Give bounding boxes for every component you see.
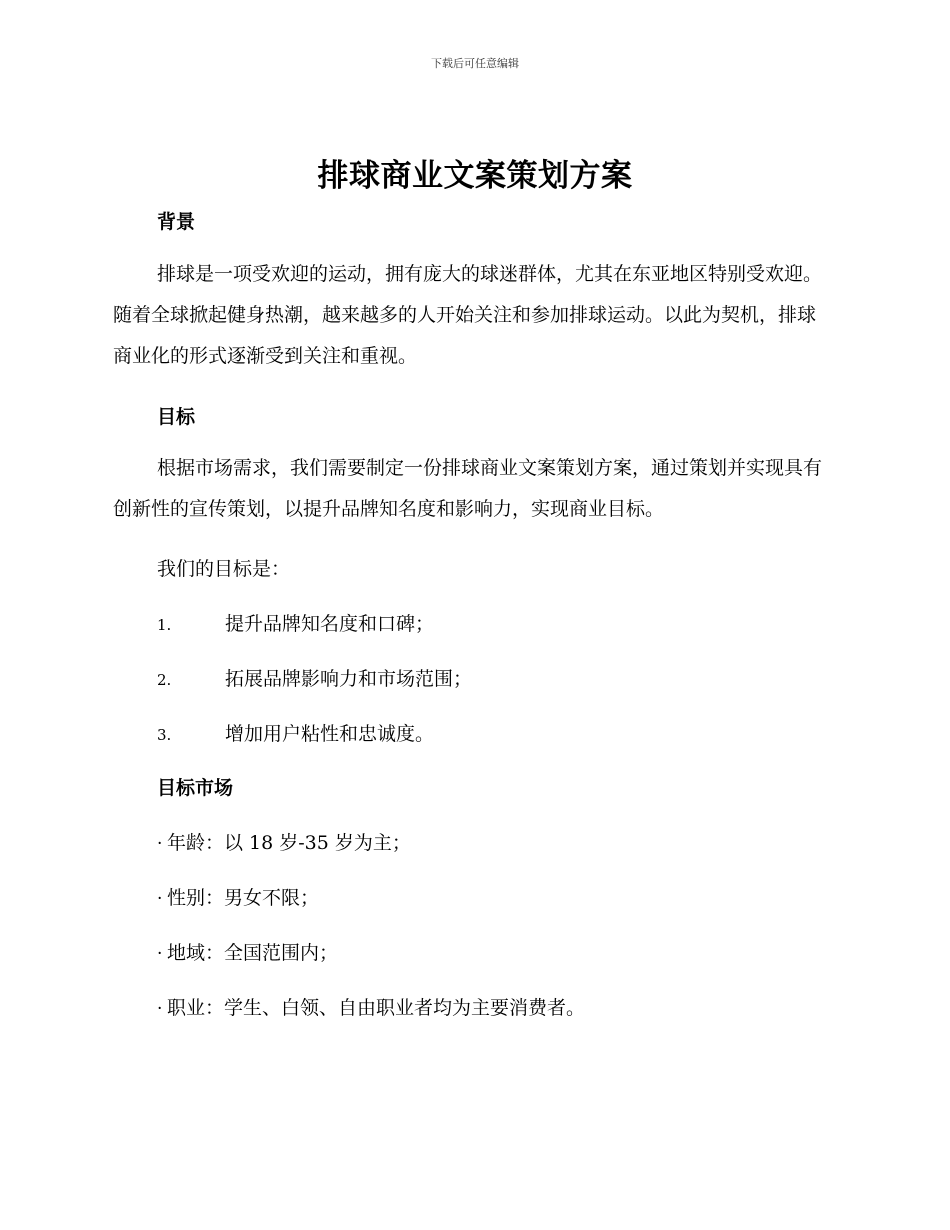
section-heading-goals: 目标	[157, 406, 196, 428]
section-heading-background: 背景	[157, 211, 196, 233]
header-note: 下载后可任意编辑	[431, 57, 519, 70]
goal-list-item	[157, 609, 434, 636]
background-paragraph: 排球是一项受欢迎的运动，拥有庞大的球迷群体，尤其在东亚地区特别受欢迎。随着全球掀起健身热潮，越来越多的人开始关注和参加排球运动。以此为契机，排球商业化的形式逐渐受到关注和重视。	[113, 263, 823, 367]
bullet-text: 性别：男女不限；	[167, 887, 320, 909]
bullet-dot: ·	[157, 889, 163, 909]
bullet-text: 年龄：以 18 岁-35 岁为主；	[167, 832, 411, 854]
market-bullet-item	[157, 883, 319, 910]
list-number: 2.	[157, 671, 172, 689]
goal-list-item	[157, 719, 434, 746]
list-item-text: 增加用户粘性和忠诚度。	[225, 723, 435, 745]
market-bullet-item	[157, 938, 338, 965]
list-number: 1.	[157, 616, 172, 634]
bullet-dot: ·	[157, 944, 163, 964]
list-number: 3.	[157, 726, 172, 744]
section-heading-target-market: 目标市场	[157, 777, 234, 799]
bullet-dot: ·	[157, 999, 163, 1019]
goals-intro: 我们的目标是：	[157, 558, 291, 580]
list-item-text: 拓展品牌影响力和市场范围；	[225, 668, 473, 690]
goals-paragraph: 根据市场需求，我们需要制定一份排球商业文案策划方案，通过策划并实现具有创新性的宣传策划，以提升品牌知名度和影响力，实现商业目标。	[113, 457, 823, 520]
bullet-text: 地域：全国范围内；	[167, 942, 339, 964]
list-item-text: 提升品牌知名度和口碑；	[225, 613, 435, 635]
document-title: 排球商业文案策划方案	[317, 158, 633, 194]
market-bullet-item	[157, 993, 585, 1020]
bullet-dot: ·	[157, 834, 163, 854]
bullet-text: 职业：学生、白领、自由职业者均为主要消费者。	[167, 997, 586, 1019]
goal-list-item	[157, 664, 472, 691]
market-bullet-item	[157, 828, 411, 855]
